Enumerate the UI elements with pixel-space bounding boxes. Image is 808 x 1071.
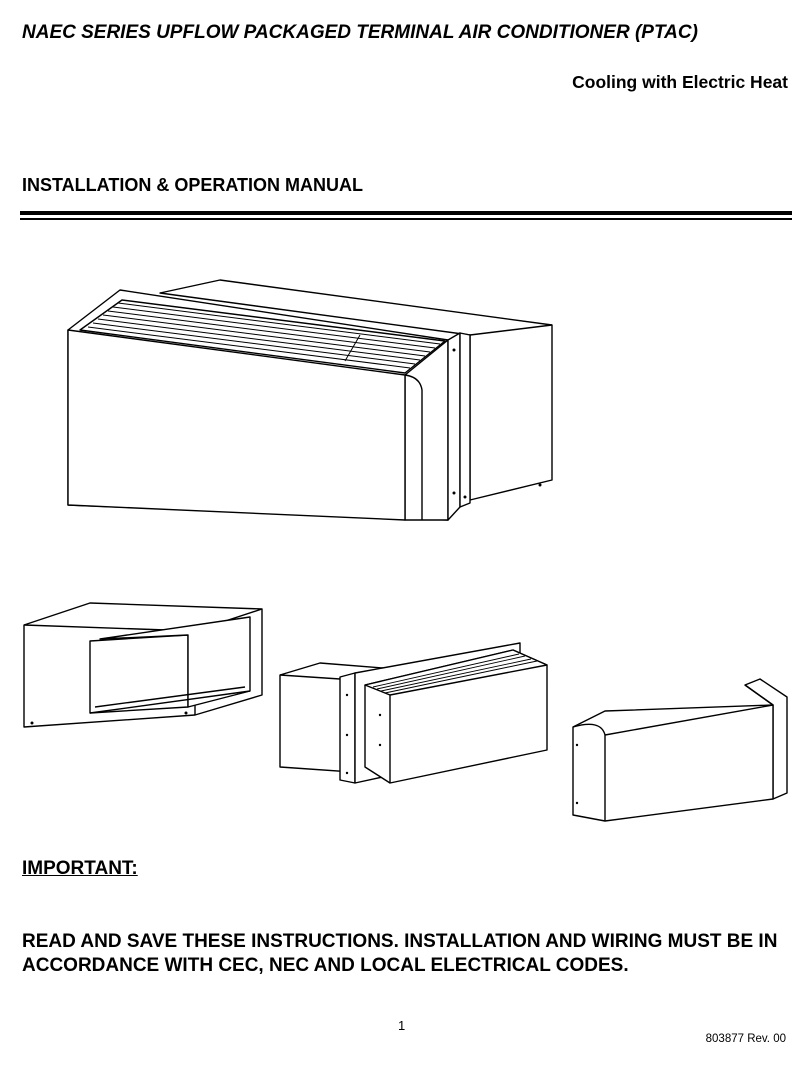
- document-title: NAEC SERIES UPFLOW PACKAGED TERMINAL AIR CONDITIONER (PTAC): [22, 22, 698, 43]
- heading-rule-thin: [20, 218, 792, 220]
- wall-sleeve-illustration: [20, 595, 270, 735]
- instructions-notice: READ AND SAVE THESE INSTRUCTIONS. INSTALLATION AND WIRING MUST BE IN ACCORDANCE WITH CEC, NEC AND LOCAL ELECTRICAL CODES.: [22, 931, 778, 976]
- chassis-illustration: [275, 635, 555, 785]
- front-cover-illustration: [565, 675, 800, 825]
- page-number: 1: [398, 1018, 406, 1033]
- heading-rule-thick: [20, 211, 792, 215]
- assembled-ptac-unit-illustration: [60, 275, 560, 525]
- important-label: IMPORTANT:: [22, 858, 138, 879]
- document-revision: 803877 Rev. 00: [705, 1033, 786, 1045]
- document-subtitle: Cooling with Electric Heat: [572, 72, 788, 92]
- manual-heading: INSTALLATION & OPERATION MANUAL: [22, 175, 363, 195]
